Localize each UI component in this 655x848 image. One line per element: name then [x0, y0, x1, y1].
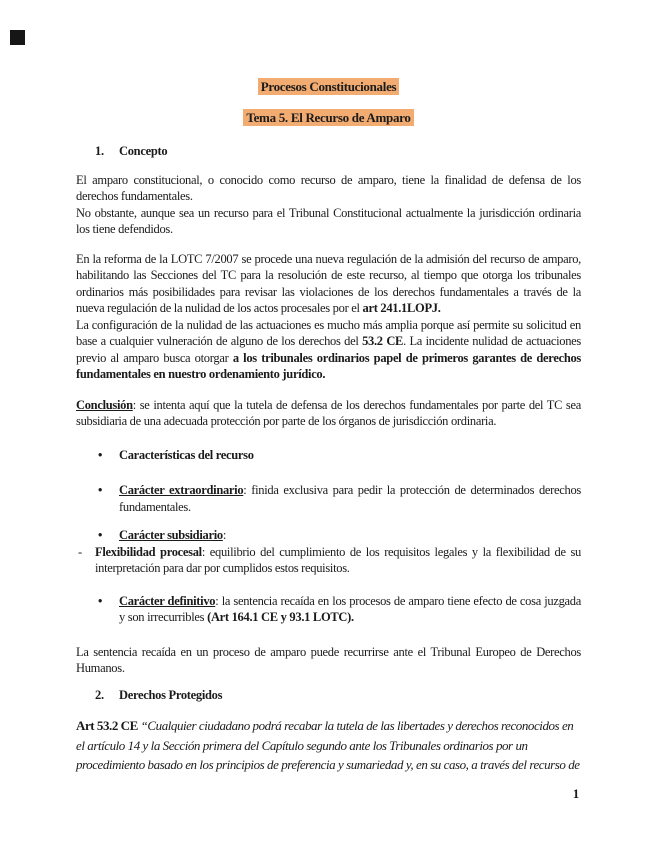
section-heading-derechos: [76, 687, 581, 704]
black-square-icon: [10, 30, 25, 45]
bullet-label: Carácter subsidiario: [119, 528, 223, 542]
bold-garantes: a los tribunales ordinarios papel de primeros garantes de derechos fundamentales en nuestro ordenamiento jurídico.: [76, 350, 581, 381]
dash-text: : equilibrio del cumplimiento de los requisitos legales y la flexibilidad de su interpretación para dar por cumplidos estos requisitos.: [95, 544, 581, 575]
paragraph-intro: [76, 172, 581, 238]
bullet-icon: •: [98, 483, 103, 497]
bullet-bold-tail: (Art 164.1 CE y 93.1 LOTC).: [207, 610, 354, 624]
bullet-text: : finida exclusiva para pedir la protección de determinados derechos fundamentales.: [119, 483, 581, 514]
paragraph-intro-line2: No obstante, aunque sea un recurso para el Tribunal Constitucional actualmente la jurisdicción ordinaria los tiene defendidos.: [76, 205, 581, 236]
bullet-caracter-subsidiario: [76, 527, 581, 544]
quote-line-2: el artículo 14 y la Sección primera del Capítulo segundo ante los Tribunales ordinarios por un: [76, 737, 528, 753]
bullet-caracter-extraordinario: [76, 482, 581, 515]
section-title: Derechos Protegidos: [119, 687, 223, 702]
bullet-label: Carácter extraordinario: [119, 483, 244, 497]
paragraph-reforma-part1: En la reforma de la LOTC 7/2007 se procede una nueva regulación de la admisión del recurso de amparo, habilitando las Secciones del TC para la resolución de este recurso, al tiempo que otorga los tribunales ordinarios más posibilidades para revisar las violaciones de los derechos fundamentales a través de la nueva regulación de la nulidad de los actos procesales por el art 241.1LOPJ.: [76, 251, 581, 315]
doc-title: [76, 77, 581, 96]
conclusion-label: Conclusión: [76, 397, 133, 412]
paragraph-sentencia: La sentencia recaída en un proceso de amparo puede recurrirse ante el Tribunal Europeo de Derechos Humanos.: [76, 644, 581, 675]
section-number: 1.: [95, 144, 104, 158]
section-heading-concepto: [76, 143, 581, 160]
doc-subtitle-highlight: Tema 5. El Recurso de Amparo: [243, 109, 413, 126]
bullet-label: Carácter definitivo: [119, 593, 216, 608]
quote-line-3: procedimiento basado en los principios de preferencia y sumariedad y, en su caso, a través del recurso de: [76, 757, 580, 772]
paragraph-reforma-part2: La configuración de la nulidad de las actuaciones es mucho más amplia porque así permite su solicitud en base a cualquier vulneración de alguno de los derechos del 53.2 CE. La incidente nulidad de actuaciones previo al amparo busca otorgar a los tribunales ordinarios papel de primeros garantes de derechos fundamentales en nuestro ordenamiento jurídico.: [76, 317, 581, 381]
dash-icon: -: [78, 544, 82, 559]
paragraph-intro-line1: El amparo constitucional, o conocido como recurso de amparo, tiene la finalidad de defensa de los derechos fundamentales.: [76, 172, 581, 203]
doc-subtitle: [76, 108, 581, 127]
section-title: Concepto: [119, 144, 168, 158]
document-content: [76, 77, 581, 775]
bullet-label: Características del recurso: [119, 447, 254, 462]
dash-label: Flexibilidad procesal: [95, 544, 202, 559]
conclusion-text: : se intenta aquí que la tutela de defensa de los derechos fundamentales por parte del TC sea subsidiaria de una adecuada protección por parte de los órganos de jurisdicción ordinaria.: [76, 397, 581, 428]
art-53-2-label: Art 53.2 CE: [76, 718, 141, 733]
bullet-icon: •: [98, 528, 103, 542]
bullet-icon: •: [98, 593, 103, 608]
bullet-caracter-definitivo: [76, 593, 581, 626]
page-number: 1: [572, 786, 579, 801]
bullet-text: :: [222, 528, 227, 542]
doc-title-highlight: Procesos Constitucionales: [258, 78, 400, 95]
bullet-caracteristicas: [76, 447, 581, 464]
paragraph-conclusion: [76, 397, 581, 430]
bold-53-2-ce: 53.2 CE: [362, 334, 404, 348]
paragraph-reforma: [76, 251, 581, 383]
paragraph-art53-quote: [76, 716, 581, 775]
quote-line-1: Art 53.2 CE “Cualquier ciudadano podrá recabar la tutela de las libertades y derechos reconocidos en: [76, 718, 574, 733]
bullet-text: : la sentencia recaída en los procesos de amparo tiene efecto de cosa juzgada y son irrecurribles: [119, 593, 582, 624]
section-number: 2.: [95, 687, 104, 702]
bullet-icon: •: [98, 447, 103, 462]
bold-art-241: art 241.1LOPJ.: [362, 301, 441, 315]
dash-item-flexibilidad: [76, 544, 581, 577]
